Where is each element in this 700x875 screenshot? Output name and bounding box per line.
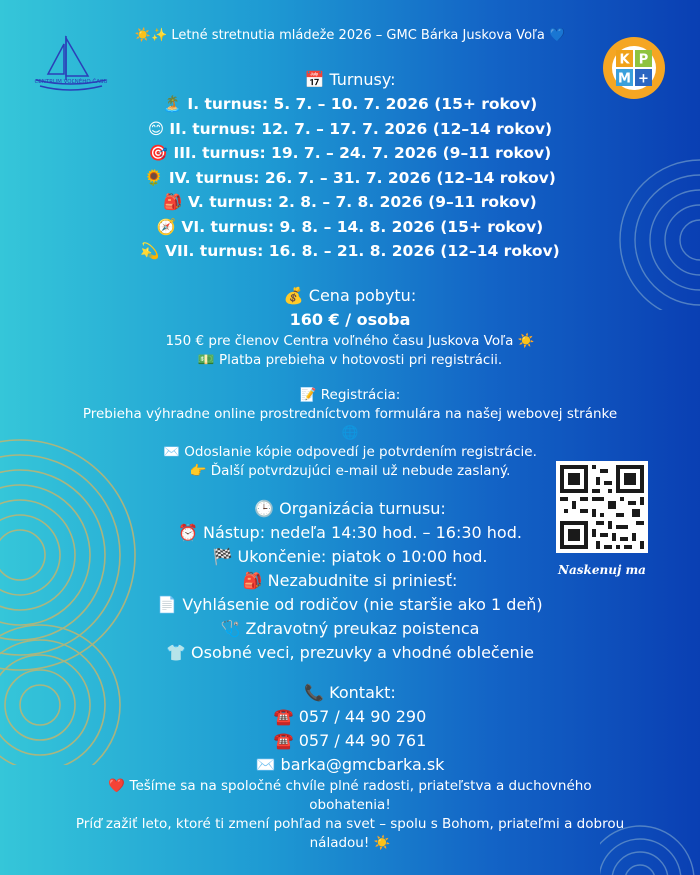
contact-heading: 📞 Kontakt: — [304, 682, 396, 702]
registration-heading: 📝 Registrácia: — [299, 386, 401, 403]
bring-item-1: 📄 Vyhlásenie od rodičov (nie staršie ako 1 deň) — [157, 594, 543, 614]
turnus-item-5: 🎒 V. turnus: 2. 8. – 7. 8. 2026 (9–11 rokov) — [163, 193, 537, 211]
svg-text:K: K — [619, 52, 630, 68]
registration-no-mail: 👉 Ďalší potvrdzujúci e-mail už nebude zaslaný. — [189, 462, 511, 479]
turnus-item-7: 💫 VII. turnus: 16. 8. – 21. 8. 2026 (12–14 rokov) — [140, 242, 560, 260]
footer-line-3: Príď zažiť leto, ktoré ti zmení pohľad na svet – spolu s Bohom, priateľmi a dobrou — [75, 815, 625, 832]
qr-caption: Naskenuj ma — [558, 563, 646, 577]
globe-icon: 🌐 — [341, 424, 359, 441]
turnus-item-6: 🧭 VI. turnus: 9. 8. – 14. 8. 2026 (15+ rokov) — [156, 217, 544, 236]
organization-heading: 🕒 Organizácia turnusu: — [254, 498, 446, 518]
page-title: ☀️✨ Letné stretnutia mládeže 2026 – GMC Bárka Juskova Voľa 💙 — [134, 28, 566, 43]
svg-text:M: M — [618, 71, 631, 87]
organization-bring: 🎒 Nezabudnite si priniesť: — [242, 570, 458, 590]
qr-code-graphic — [556, 461, 648, 553]
turnusy-heading: 📅 Turnusy: — [304, 70, 396, 89]
turnus-item-2: 😊 II. turnus: 12. 7. – 17. 7. 2026 (12–14 rokov) — [147, 119, 553, 138]
svg-text:+: + — [638, 71, 649, 87]
price-heading: 💰 Cena pobytu: — [283, 285, 417, 305]
registration-copy: ✉️ Odoslanie kópie odpovedí je potvrdením registrácie. — [163, 443, 537, 460]
payment-info: 💵 Platba prebieha v hotovosti pri registrácii. — [197, 351, 503, 368]
turnus-item-4: 🌻 IV. turnus: 26. 7. – 31. 7. 2026 (12–14 rokov) — [144, 168, 556, 187]
organization-start: ⏰ Nástup: nedeľa 14:30 hod. – 16:30 hod. — [178, 522, 522, 542]
contact-phone-2: ☎️ 057 / 44 90 761 — [273, 730, 427, 750]
footer-line-2: obohatenia! — [309, 796, 391, 813]
bring-item-3: 👕 Osobné veci, prezuvky a vhodné oblečenie — [166, 642, 534, 662]
registration-text: Prebieha výhradne online prostredníctvom formulára na našej webovej stránke — [82, 405, 618, 422]
svg-text:CENTRUM VOĽNÉHO ČASU: CENTRUM VOĽNÉHO ČASU — [34, 79, 108, 85]
main-content — [60, 68, 640, 853]
qr-code[interactable] — [556, 461, 648, 553]
contact-email[interactable]: ✉️ barka@gmcbarka.sk — [255, 754, 445, 774]
organization-end: 🏁 Ukončenie: piatok o 10:00 hod. — [212, 546, 488, 566]
turnus-item-1: 🏝️ I. turnus: 5. 7. – 10. 7. 2026 (15+ rokov) — [162, 95, 538, 113]
price-value: 160 € / osoba — [289, 309, 411, 329]
contact-phone-1: ☎️ 057 / 44 90 290 — [273, 706, 427, 726]
turnus-item-3: 🎯 III. turnus: 19. 7. – 24. 7. 2026 (9–11 rokov) — [148, 144, 552, 162]
footer-line-1: ❤️ Tešíme sa na spoločné chvíle plné radosti, priateľstva a duchovného — [108, 777, 592, 794]
bring-item-2: 🩺 Zdravotný preukaz poistenca — [220, 618, 480, 638]
svg-text:P: P — [638, 52, 649, 68]
footer-line-4: náladou! ☀️ — [309, 834, 391, 851]
member-price: 150 € pre členov Centra voľného času Juskova Voľa ☀️ — [165, 332, 535, 349]
